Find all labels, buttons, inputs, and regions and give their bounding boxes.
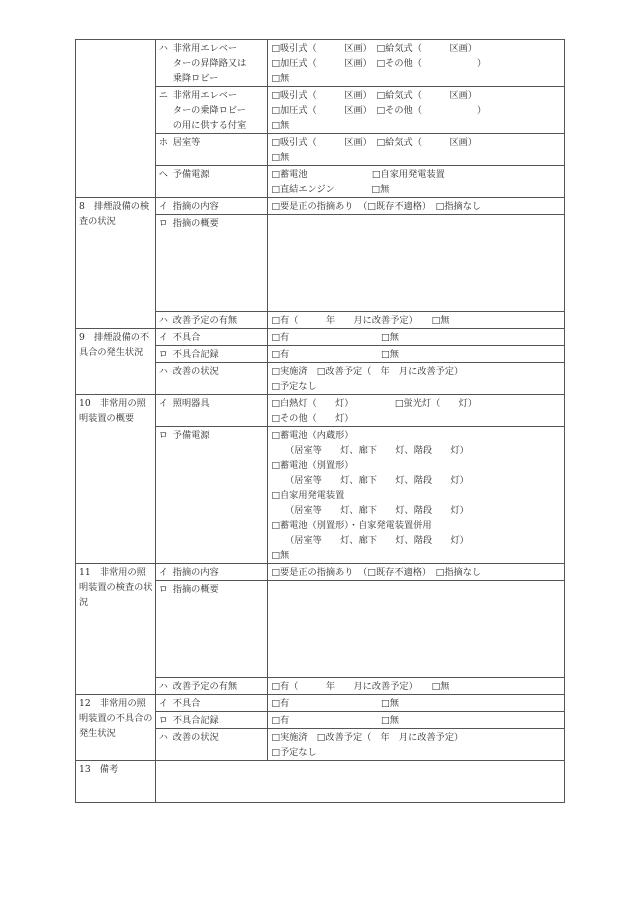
section-title-cell: 12 非常用の照明装置の不具合の発生状況 — [76, 695, 156, 761]
item-sub-index: イ — [158, 201, 168, 212]
item-label-text: 不具合記録 — [172, 349, 219, 360]
item-content-line[interactable]: □吸引式（ 区画） □給気式（ 区画） — [271, 137, 478, 148]
item-label-cell — [155, 198, 268, 215]
item-sub-index: イ — [158, 332, 168, 343]
item-sub-index: イ — [158, 398, 168, 409]
item-content-line[interactable]: □無 — [271, 152, 290, 163]
item-label-text: 不具合記録 — [172, 715, 219, 726]
item-label-line — [159, 56, 266, 71]
item-label-text: 指摘の内容 — [172, 567, 219, 578]
item-label-line — [159, 364, 266, 379]
item-content-cell — [268, 581, 565, 678]
item-content-cell — [268, 329, 565, 346]
item-content-cell — [268, 40, 565, 87]
item-content-cell — [268, 363, 565, 395]
item-content-line[interactable]: □その他（ 灯） — [271, 413, 354, 424]
item-label-text: 非常用エレベー — [172, 43, 238, 54]
item-label-line — [159, 313, 266, 328]
item-content-line[interactable]: （居室等 灯、廊下 灯、階段 灯） — [271, 505, 469, 516]
item-label-text: 乗降ロビー — [172, 73, 219, 84]
item-content-line[interactable]: □要是正の指摘あり （□既存不適格） □指摘なし — [271, 567, 482, 578]
item-content-cell — [268, 215, 565, 312]
item-label-line — [159, 730, 266, 745]
item-content-cell — [268, 346, 565, 363]
item-label-text: 居室等 — [172, 137, 201, 148]
item-label-cell — [155, 678, 268, 695]
form-row — [76, 695, 565, 712]
item-content-cell — [268, 678, 565, 695]
form-row — [76, 198, 565, 215]
section-title-cell: 10 非常用の照明装置の概要 — [76, 395, 156, 564]
item-content-cell — [268, 312, 565, 329]
item-content-line[interactable]: □吸引式（ 区画） □給気式（ 区画） — [271, 90, 478, 101]
item-content-line[interactable]: □実施済 □改善予定（ 年 月に改善予定） — [271, 366, 464, 377]
item-label-text: 改善予定の有無 — [172, 681, 238, 692]
item-label-cell — [155, 427, 268, 564]
section-title-cell: 13 備考 — [76, 761, 156, 803]
item-label-text: 改善の状況 — [172, 732, 219, 743]
item-label-text: 不具合 — [172, 698, 201, 709]
item-label-cell — [155, 712, 268, 729]
item-label-line — [159, 88, 266, 103]
item-content-line[interactable]: □吸引式（ 区画） □給気式（ 区画） — [271, 43, 478, 54]
section-title-cell: 8 排煙設備の検査の状況 — [76, 198, 156, 329]
item-content-cell — [268, 166, 565, 198]
item-label-cell — [155, 395, 268, 427]
item-label-line — [159, 396, 266, 411]
form-row — [76, 564, 565, 581]
form-row — [76, 329, 565, 346]
section-title-cell — [76, 40, 156, 198]
item-label-line — [159, 696, 266, 711]
item-label-line — [159, 135, 266, 150]
item-sub-index: イ — [158, 567, 168, 578]
item-label-cell — [155, 329, 268, 346]
item-content-cell — [268, 712, 565, 729]
item-sub-index: ロ — [158, 349, 168, 360]
item-sub-index: ハ — [158, 732, 168, 743]
item-label-cell — [155, 346, 268, 363]
item-content-cell — [268, 395, 565, 427]
item-label-line — [159, 103, 266, 118]
item-content-cell — [268, 87, 565, 134]
item-label-line — [159, 167, 266, 182]
item-label-text: 照明器具 — [172, 398, 210, 409]
item-content-line[interactable]: □自家用発電装置 — [271, 490, 345, 501]
item-content-line[interactable]: □有 □無 — [271, 715, 399, 726]
item-sub-index: ハ — [158, 43, 168, 54]
item-label-text: 改善の状況 — [172, 366, 219, 377]
item-content-line[interactable]: □有 □無 — [271, 349, 399, 360]
item-content-line[interactable]: □加圧式（ 区画） □その他（ ） — [271, 105, 487, 116]
item-label-line — [159, 71, 266, 86]
form-row — [76, 761, 565, 803]
item-content-cell — [268, 134, 565, 166]
item-label-cell — [155, 166, 268, 198]
item-sub-index: ハ — [158, 366, 168, 377]
item-label-text: 指摘の概要 — [172, 218, 219, 229]
item-label-cell — [155, 40, 268, 87]
item-label-cell — [155, 695, 268, 712]
item-label-text: 指摘の概要 — [172, 584, 219, 595]
item-content-line[interactable]: □蓄電池（内蔵形） — [271, 430, 354, 441]
item-label-line — [159, 216, 266, 231]
item-label-text: の用に供する付室 — [172, 120, 247, 131]
form-row — [76, 40, 565, 87]
item-content-line[interactable]: □蓄電池 □自家用発電装置 — [271, 169, 445, 180]
item-content-line[interactable]: □実施済 □改善予定（ 年 月に改善予定） — [271, 732, 464, 743]
item-sub-index: ニ — [158, 90, 168, 101]
inspection-form-table — [75, 39, 565, 803]
item-sub-index: ハ — [158, 681, 168, 692]
item-content-line[interactable]: □加圧式（ 区画） □その他（ ） — [271, 58, 487, 69]
section-title-cell: 11 非常用の照明装置の検査の状況 — [76, 564, 156, 695]
form-row — [76, 395, 565, 427]
item-label-line — [159, 428, 266, 443]
item-label-cell — [155, 87, 268, 134]
item-label-cell — [155, 564, 268, 581]
item-content-line[interactable]: □蓄電池（別置形） — [271, 460, 354, 471]
item-sub-index: ロ — [158, 218, 168, 229]
section-title-cell: 9 排煙設備の不具合の発生状況 — [76, 329, 156, 395]
item-sub-index: ホ — [158, 137, 168, 148]
item-content-line[interactable]: （居室等 灯、廊下 灯、階段 灯） — [271, 445, 469, 456]
item-label-text: ターの乗降ロビー — [172, 105, 246, 116]
item-sub-index: ロ — [158, 715, 168, 726]
item-content-line[interactable]: □要是正の指摘あり （□既存不適格） □指摘なし — [271, 201, 482, 212]
item-sub-index: ヘ — [158, 169, 168, 180]
item-label-line — [159, 713, 266, 728]
item-label-text: 非常用エレベー — [172, 90, 238, 101]
item-label-cell — [155, 363, 268, 395]
item-sub-index: ロ — [158, 430, 168, 441]
item-sub-index: イ — [158, 698, 168, 709]
item-label-line — [159, 679, 266, 694]
item-label-cell — [155, 581, 268, 678]
item-content-line[interactable]: □無 — [271, 73, 290, 84]
item-content-line[interactable]: □予定なし — [271, 747, 317, 758]
remarks-cell[interactable] — [155, 761, 564, 803]
item-label-line — [159, 199, 266, 214]
item-content-cell — [268, 564, 565, 581]
item-content-cell — [268, 729, 565, 761]
item-label-text: 不具合 — [172, 332, 201, 343]
item-label-cell — [155, 134, 268, 166]
item-sub-index: ハ — [158, 315, 168, 326]
item-label-cell — [155, 312, 268, 329]
item-content-line[interactable]: □有（ 年 月に改善予定） □無 — [271, 681, 450, 692]
item-content-line[interactable]: □予定なし — [271, 381, 317, 392]
item-label-text: 指摘の内容 — [172, 201, 219, 212]
item-label-line — [159, 347, 266, 362]
item-content-line[interactable]: □有（ 年 月に改善予定） □無 — [271, 315, 450, 326]
item-label-cell — [155, 729, 268, 761]
item-content-line[interactable]: （居室等 灯、廊下 灯、階段 灯） — [271, 535, 469, 546]
item-label-cell — [155, 215, 268, 312]
item-label-line — [159, 330, 266, 345]
item-label-line — [159, 118, 266, 133]
item-content-line[interactable]: □白熱灯（ 灯） □蛍光灯（ 灯） — [271, 398, 478, 409]
item-content-line[interactable]: □無 — [271, 550, 290, 561]
item-label-text: 予備電源 — [172, 430, 210, 441]
item-content-line[interactable]: （居室等 灯、廊下 灯、階段 灯） — [271, 475, 469, 486]
item-label-text: ターの昇降路又は — [172, 58, 247, 69]
item-content-cell — [268, 427, 565, 564]
item-label-line — [159, 565, 266, 580]
item-label-line — [159, 41, 266, 56]
item-label-text: 予備電源 — [172, 169, 210, 180]
item-content-cell — [268, 198, 565, 215]
item-content-cell — [268, 695, 565, 712]
item-content-line[interactable]: □有 □無 — [271, 332, 399, 343]
item-content-line[interactable]: □有 □無 — [271, 698, 399, 709]
item-content-line[interactable]: □蓄電池（別置形）・自家発電装置併用 — [271, 520, 432, 531]
item-content-line[interactable]: □無 — [271, 120, 290, 131]
item-label-line — [159, 582, 266, 597]
item-content-line[interactable]: □直結エンジン □無 — [271, 184, 390, 195]
item-label-text: 改善予定の有無 — [172, 315, 238, 326]
item-sub-index: ロ — [158, 584, 168, 595]
